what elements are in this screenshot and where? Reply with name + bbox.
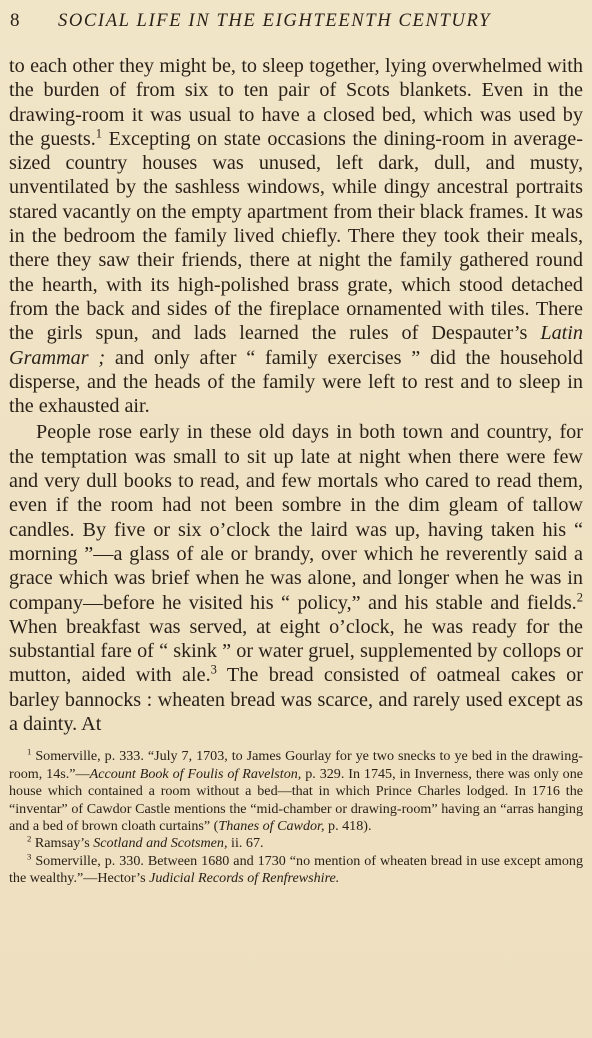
footnote-marker: 1 [27, 746, 32, 757]
footnote-marker: 2 [27, 833, 32, 844]
main-text [9, 54, 583, 736]
text-segment: p. 329. In 1745, in Inverness, there was only one house which contained a room without a bed—that in which Prince Charles lodged. In 1716 the “inventar” of Cawdor Castle mentions the “mid-chamber or drawing-room” having an “arras hanging and a bed of brown cloath curtains” ( [9, 765, 584, 834]
text-segment: Somerville, p. 330. Between 1680 and 1730 “no mention of wheaten bread in use except among the wealthy.”—Hector’s [9, 852, 583, 887]
text-segment: People rose early in these old days in both town and country, for the temptation was small to sit up late at night when there were few and very dull books to read, and few mortals who cared to read them, even if the room had not been sombre in the dim gleam of tallow candles. By five or six o’clock the laird was up, having taken his “ morning ”—a glass of ale or brandy, over which he reverently said a grace which was brief when he was alone, and longer when he was in company—before he visited his “ policy,” and his stable and fields. [9, 421, 583, 614]
text-segment: Somerville, p. 333. “July 7, 1703, to James Gourlay for ye two snecks to ye bed in the drawing-room, 14s.”— [9, 748, 583, 782]
text-segment: The bread consisted of oatmeal cakes or barley bannocks : wheaten bread was scarce, and rarely used except as a dainty. At [9, 664, 583, 736]
page-number: 8 [10, 10, 20, 31]
paragraph-1 [9, 54, 583, 418]
text-segment: Scotland and Scotsmen, [93, 835, 228, 852]
text-segment: p. 418). [324, 817, 372, 834]
footnote-3 [9, 853, 583, 888]
footnote-marker: 1 [95, 126, 103, 141]
text-segment: to each other they might be, to sleep together, lying overwhelmed with the burden of from six to ten pair of Scots blankets. Even in the drawing-room it was usual to have a closed bed, which was used by the guests. [9, 55, 583, 150]
text-segment: Excepting on state occasions the dining-room in average-sized country houses was unused, left dark, dull, and musty, unventilated by the sashless windows, while dingy ancestral portraits stared vacantly on the empty apartment from their black frames. It was in the bedroom the family lived chiefly. There they took their meals, there they saw their friends, there at night the family gathered round the hearth, with its high-polished brass grate, which stood detached from the back and sides of the fireplace ornamented with tiles. There the girls spun, and lads learned the rules of Despauter’s [9, 127, 583, 345]
footnote-marker: 3 [27, 851, 32, 862]
footnote-1 [9, 748, 583, 835]
text-segment: Judicial Records of Renfrewshire. [149, 870, 340, 887]
footnote-marker: 3 [210, 662, 217, 677]
footnote-2 [9, 835, 583, 852]
paragraph-2 [9, 420, 583, 736]
running-title: SOCIAL LIFE IN THE EIGHTEENTH CENTURY [58, 10, 492, 31]
text-segment: Ramsay’s [31, 835, 94, 852]
text-segment: When breakfast was served, at eight o’clock, he was ready for the substantial fare of “ skink ” or water gruel, supplemented by collops or mutton, aided with ale. [9, 615, 583, 687]
text-segment: and only after “ family exercises ” did the household disperse, and the heads of the family were left to rest and to sleep in the exhausted air. [9, 346, 583, 418]
text-segment: Thanes of Cawdor, [218, 817, 325, 834]
running-head [9, 8, 583, 34]
text-segment: ii. 67. [227, 835, 264, 852]
text-segment: Latin Grammar ; [9, 322, 583, 369]
footnotes [9, 748, 583, 887]
footnote-marker: 2 [576, 589, 583, 604]
text-segment: Account Book of Foulis of Ravelston, [89, 765, 302, 782]
